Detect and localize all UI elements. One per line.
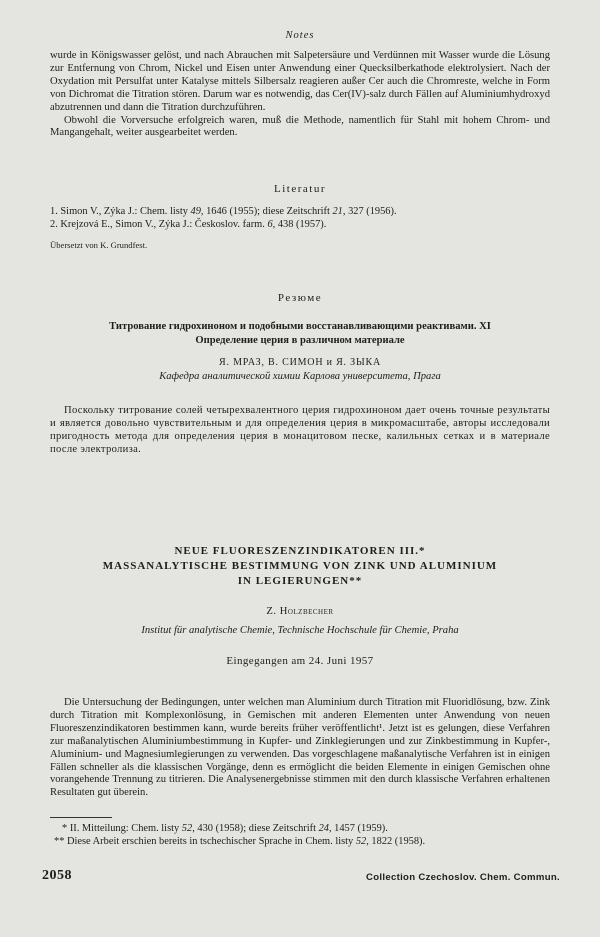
article-author: Z. Holzbecher bbox=[266, 606, 334, 617]
article-title-line2: MASSANALYTISCHE BESTIMMUNG VON ZINK UND ALUMINIUM bbox=[102, 560, 498, 572]
reference-item: 2. Krejzová E., Simon V., Zýka J.: Českoslov. farm. 6, 438 (1957). bbox=[50, 219, 327, 230]
footnote-item: ** Diese Arbeit erschien bereits in tschechischer Sprache in Chem. listy 52, 1822 (1958). bbox=[54, 836, 426, 847]
reference-item: 1. Simon V., Zýka J.: Chem. listy 49, 1646 (1955); diese Zeitschrift 21, 327 (1956). bbox=[50, 206, 397, 217]
footnote-item: * II. Mitteilung: Chem. listy 52, 430 (1958); diese Zeitschrift 24, 1457 (1959). bbox=[62, 823, 388, 834]
resume-authors: Я. МРАЗ, В. СИМОН и Я. ЗЫКА bbox=[219, 357, 381, 368]
reference-list bbox=[50, 205, 550, 231]
continuation-text bbox=[50, 50, 550, 140]
translator-note: Übersetzt von K. Grundfest. bbox=[50, 240, 148, 250]
article-affiliation: Institut für analytische Chemie, Technische Hochschule für Chemie, Praha bbox=[141, 625, 459, 636]
paragraph: Obwohl die Vorversuche erfolgreich waren, muß die Methode, namentlich für Stahl mit hohem Chrom- und Mangangehalt, weiter ausgearbeitet werden. bbox=[50, 114, 550, 139]
journal-name: Collection Czechoslov. Chem. Commun. bbox=[366, 872, 560, 883]
literatur-heading: Literatur bbox=[274, 183, 326, 195]
resume-heading: Резюме bbox=[277, 292, 323, 304]
running-head: Notes bbox=[285, 30, 315, 41]
resume-body: Поскольку титрование солей четырехвалентного церия гидрохиноном дает очень точные результаты и является довольно чувствительным и для определения церия в микромасштабе, авторы исследовали пригодность метода для определения церия в монацитовом песке, калильных сетках и в материале после электролиза. bbox=[50, 405, 550, 455]
footnote-rule bbox=[50, 817, 112, 818]
article-abstract: Die Untersuchung der Bedingungen, unter welchen man Aluminium durch Titration mit Fluoridlösung, bzw. Zink durch Titration mit Komplexonlösung, in Gemischen mit anderen Elementen unter Anwendung von neuen Fluoreszenzindikatoren bestimmen kann, wurde bereits früher veröffentlicht¹. Jetzt ist es gelungen, diese Verfahren zur maßanalytischen Aluminiumbestimmung in Kupfer- und Zinklegierungen und zur Zinkbestimmung in Kupfer-, Aluminium- und Magnesiumlegierungen zu verwenden. Das vorgeschlagene maßanalytische Verfahren ist in einigen Fällen schneller als die klassischen Vorgänge, denn es ermöglicht die beiden Elemente in einigen Gemischen ohne vorangehende Trennung zu titrieren. Die Analysenergebnisse stimmen mit den durch klassische Verfahren erhaltenen Resultaten gut überein. bbox=[50, 697, 550, 799]
article-title-line3: IN LEGIERUNGEN** bbox=[237, 575, 363, 587]
footnotes bbox=[54, 822, 552, 848]
article-title-line1: NEUE FLUORESZENZINDIKATOREN III.* bbox=[174, 545, 426, 557]
received-date: Eingegangen am 24. Juni 1957 bbox=[226, 655, 374, 667]
resume-affiliation: Кафедра аналитической химии Карлова университета, Прага bbox=[159, 371, 441, 382]
paragraph: wurde in Königswasser gelöst, und nach Abrauchen mit Salpetersäure und Verdünnen mit Wasser wurde die Lösung zur Entfernung von Chrom, Nickel und Eisen unter Anwendung einer Quecksilberkathode elektrolysiert. Nach der Oxydation mit Persulfat unter Katalyse mittels Silbersalz reagieren außer Cer auch die Chromreste, welche in Form von Dichromat die Titration stören. Darum war es notwendig, das Cer(IV)-salz durch Fällen auf Aluminiumhydroxyd abzutrennen und dann die Titration durchzuführen. bbox=[50, 50, 550, 113]
resume-title-line1: Титрование гидрохиноном и подобными восстанавливающими реактивами. XI bbox=[109, 321, 491, 332]
resume-title-line2: Определение церия в различном материале bbox=[195, 335, 405, 346]
page-number: 2058 bbox=[42, 868, 72, 883]
